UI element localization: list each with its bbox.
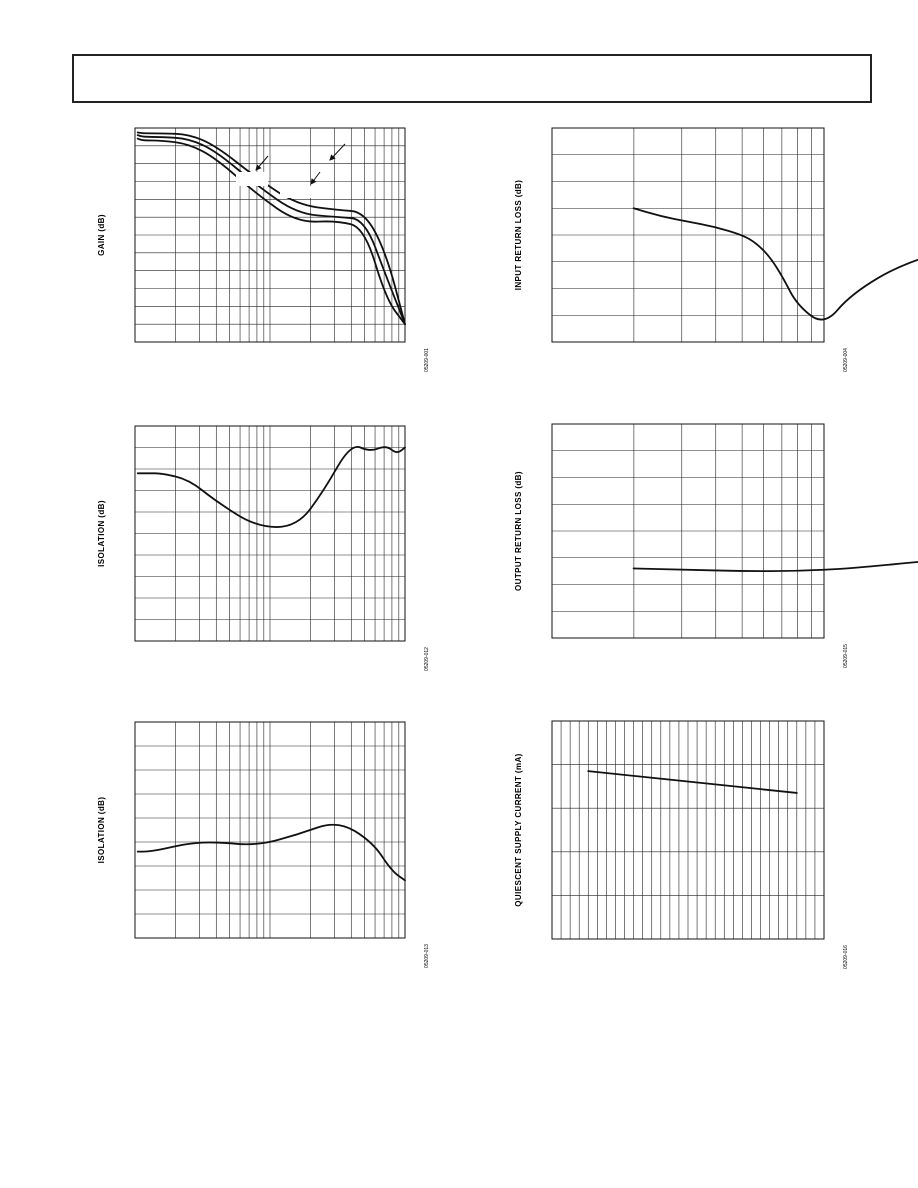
input-return-loss-figure-id: 05209-004	[843, 348, 849, 372]
isolation-2-ylabel: ISOLATION (dB)	[97, 796, 106, 864]
quiescent-supply-current-figure-id: 05209-016	[843, 945, 849, 969]
quiescent-supply-current-series-line-0	[588, 771, 797, 793]
quiescent-supply-current-ylabel: QUIESCENT SUPPLY CURRENT (mA)	[514, 753, 523, 907]
gain-ylabel: GAIN (dB)	[97, 214, 106, 256]
output-return-loss-figure-id: 05209-015	[843, 644, 849, 668]
isolation-1-figure-id: 05209-012	[424, 647, 430, 671]
isolation-1-ylabel: ISOLATION (dB)	[97, 500, 106, 567]
isolation-2-figure-id: 05209-013	[424, 944, 430, 968]
quiescent-supply-current-plot	[552, 721, 824, 939]
output-return-loss-ylabel: OUTPUT RETURN LOSS (dB)	[514, 471, 523, 591]
input-return-loss-ylabel: INPUT RETURN LOSS (dB)	[514, 179, 523, 291]
gain-figure-id: 05209-001	[424, 348, 430, 372]
